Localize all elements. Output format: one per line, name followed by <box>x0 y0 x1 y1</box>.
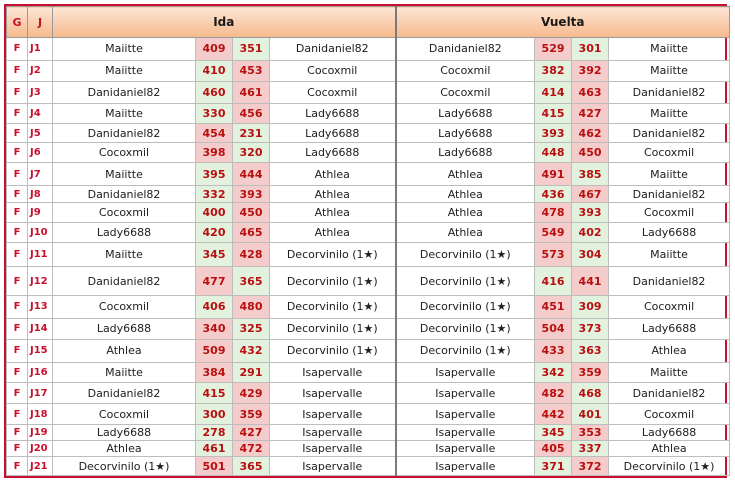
table-row <box>7 38 730 61</box>
vuelta-away-player: Athlea <box>609 340 730 363</box>
vuelta-home-score: 382 <box>535 60 572 82</box>
vuelta-home-score: 415 <box>535 103 572 124</box>
ida-home-score: 384 <box>196 362 233 383</box>
vuelta-away-score: 467 <box>572 186 609 203</box>
table-row <box>7 163 730 186</box>
vuelta-away-player: Athlea <box>609 440 730 456</box>
round-cell: J4 <box>28 103 53 124</box>
table-row <box>7 362 730 383</box>
ida-away-player: Decorvinilo (1★) <box>270 242 396 267</box>
vuelta-home-score: 436 <box>535 186 572 203</box>
vuelta-away-score: 401 <box>572 403 609 425</box>
group-cell: F <box>7 362 28 383</box>
round-cell: J5 <box>28 124 53 143</box>
table-row <box>7 425 730 440</box>
vuelta-away-score: 359 <box>572 362 609 383</box>
group-cell: F <box>7 318 28 340</box>
ida-away-score: 472 <box>233 440 270 456</box>
vuelta-away-score: 372 <box>572 457 609 476</box>
ida-home-score: 398 <box>196 142 233 163</box>
vuelta-home-player: Isapervalle <box>396 403 535 425</box>
table-body <box>7 38 730 476</box>
round-cell: J8 <box>28 186 53 203</box>
ida-home-score: 330 <box>196 103 233 124</box>
vuelta-away-player: Danidaniel82 <box>609 124 730 143</box>
ida-home-player: Maiitte <box>53 163 196 186</box>
ida-home-player: Maiitte <box>53 362 196 383</box>
column-header-vuelta: Vuelta <box>396 7 730 38</box>
ida-away-score: 428 <box>233 242 270 267</box>
column-header-g: G <box>7 7 28 38</box>
ida-home-player: Cocoxmil <box>53 203 196 223</box>
group-cell: F <box>7 425 28 440</box>
vuelta-away-player: Lady6688 <box>609 425 730 440</box>
round-cell: J21 <box>28 457 53 476</box>
vuelta-away-player: Maiitte <box>609 60 730 82</box>
vuelta-home-player: Decorvinilo (1★) <box>396 295 535 318</box>
ida-home-score: 454 <box>196 124 233 143</box>
ida-home-player: Maiitte <box>53 242 196 267</box>
vuelta-away-score: 402 <box>572 223 609 243</box>
ida-home-player: Danidaniel82 <box>53 82 196 104</box>
ida-away-player: Isapervalle <box>270 403 396 425</box>
vuelta-away-score: 337 <box>572 440 609 456</box>
vuelta-home-score: 451 <box>535 295 572 318</box>
vuelta-home-score: 529 <box>535 38 572 61</box>
vuelta-away-score: 450 <box>572 142 609 163</box>
vuelta-home-player: Lady6688 <box>396 124 535 143</box>
vuelta-home-player: Athlea <box>396 163 535 186</box>
vuelta-home-score: 342 <box>535 362 572 383</box>
group-cell: F <box>7 38 28 61</box>
ida-home-score: 400 <box>196 203 233 223</box>
vuelta-home-score: 416 <box>535 267 572 296</box>
group-cell: F <box>7 383 28 404</box>
table-row <box>7 440 730 456</box>
group-cell: F <box>7 60 28 82</box>
ida-away-player: Athlea <box>270 223 396 243</box>
group-cell: F <box>7 340 28 363</box>
ida-home-player: Maiitte <box>53 60 196 82</box>
round-cell: J10 <box>28 223 53 243</box>
table-row <box>7 142 730 163</box>
ida-away-score: 231 <box>233 124 270 143</box>
ida-home-player: Maiitte <box>53 38 196 61</box>
group-cell: F <box>7 403 28 425</box>
vuelta-away-score: 468 <box>572 383 609 404</box>
table-row <box>7 242 730 267</box>
vuelta-away-score: 304 <box>572 242 609 267</box>
table-row <box>7 403 730 425</box>
vuelta-away-player: Cocoxmil <box>609 142 730 163</box>
vuelta-home-score: 442 <box>535 403 572 425</box>
vuelta-away-player: Cocoxmil <box>609 295 730 318</box>
round-cell: J7 <box>28 163 53 186</box>
ida-away-score: 453 <box>233 60 270 82</box>
round-cell: J17 <box>28 383 53 404</box>
ida-away-player: Decorvinilo (1★) <box>270 295 396 318</box>
ida-away-score: 444 <box>233 163 270 186</box>
ida-away-score: 320 <box>233 142 270 163</box>
vuelta-away-score: 462 <box>572 124 609 143</box>
ida-away-player: Decorvinilo (1★) <box>270 267 396 296</box>
ida-away-score: 393 <box>233 186 270 203</box>
round-cell: J9 <box>28 203 53 223</box>
vuelta-home-player: Athlea <box>396 203 535 223</box>
vuelta-away-score: 385 <box>572 163 609 186</box>
vuelta-away-player: Maiitte <box>609 362 730 383</box>
vuelta-home-player: Lady6688 <box>396 103 535 124</box>
table-row <box>7 295 730 318</box>
ida-away-player: Decorvinilo (1★) <box>270 318 396 340</box>
vuelta-home-player: Decorvinilo (1★) <box>396 242 535 267</box>
vuelta-home-score: 414 <box>535 82 572 104</box>
ida-home-player: Cocoxmil <box>53 403 196 425</box>
round-cell: J2 <box>28 60 53 82</box>
group-cell: F <box>7 295 28 318</box>
ida-home-player: Athlea <box>53 340 196 363</box>
vuelta-away-score: 392 <box>572 60 609 82</box>
vuelta-home-score: 573 <box>535 242 572 267</box>
ida-away-score: 291 <box>233 362 270 383</box>
results-table-frame <box>4 4 727 478</box>
vuelta-home-score: 371 <box>535 457 572 476</box>
ida-away-score: 456 <box>233 103 270 124</box>
vuelta-home-player: Lady6688 <box>396 142 535 163</box>
ida-away-player: Isapervalle <box>270 425 396 440</box>
table-row <box>7 223 730 243</box>
vuelta-away-player: Maiitte <box>609 242 730 267</box>
group-cell: F <box>7 457 28 476</box>
table-row <box>7 60 730 82</box>
ida-home-score: 461 <box>196 440 233 456</box>
vuelta-home-player: Cocoxmil <box>396 60 535 82</box>
group-cell: F <box>7 223 28 243</box>
ida-away-score: 480 <box>233 295 270 318</box>
ida-home-score: 300 <box>196 403 233 425</box>
ida-away-player: Athlea <box>270 203 396 223</box>
table-row <box>7 340 730 363</box>
ida-away-player: Cocoxmil <box>270 60 396 82</box>
vuelta-home-score: 491 <box>535 163 572 186</box>
ida-home-player: Athlea <box>53 440 196 456</box>
round-cell: J3 <box>28 82 53 104</box>
round-cell: J12 <box>28 267 53 296</box>
vuelta-home-score: 549 <box>535 223 572 243</box>
vuelta-home-player: Isapervalle <box>396 383 535 404</box>
round-cell: J13 <box>28 295 53 318</box>
ida-away-score: 365 <box>233 457 270 476</box>
vuelta-home-player: Cocoxmil <box>396 82 535 104</box>
table-row <box>7 82 730 104</box>
vuelta-home-player: Danidaniel82 <box>396 38 535 61</box>
ida-home-score: 420 <box>196 223 233 243</box>
vuelta-home-score: 433 <box>535 340 572 363</box>
group-cell: F <box>7 267 28 296</box>
vuelta-home-player: Isapervalle <box>396 457 535 476</box>
vuelta-away-score: 353 <box>572 425 609 440</box>
vuelta-away-score: 441 <box>572 267 609 296</box>
vuelta-away-player: Lady6688 <box>609 223 730 243</box>
table-row <box>7 383 730 404</box>
table-row <box>7 124 730 143</box>
ida-home-score: 409 <box>196 38 233 61</box>
vuelta-home-score: 345 <box>535 425 572 440</box>
ida-away-score: 429 <box>233 383 270 404</box>
ida-away-player: Danidaniel82 <box>270 38 396 61</box>
vuelta-away-score: 373 <box>572 318 609 340</box>
group-cell: F <box>7 242 28 267</box>
table-row <box>7 186 730 203</box>
round-cell: J18 <box>28 403 53 425</box>
ida-home-score: 340 <box>196 318 233 340</box>
ida-away-score: 450 <box>233 203 270 223</box>
ida-away-player: Isapervalle <box>270 440 396 456</box>
vuelta-away-score: 309 <box>572 295 609 318</box>
ida-away-score: 461 <box>233 82 270 104</box>
ida-away-player: Athlea <box>270 186 396 203</box>
ida-home-score: 332 <box>196 186 233 203</box>
column-header-j: J <box>28 7 53 38</box>
vuelta-home-player: Decorvinilo (1★) <box>396 318 535 340</box>
vuelta-home-player: Decorvinilo (1★) <box>396 267 535 296</box>
group-cell: F <box>7 440 28 456</box>
vuelta-home-score: 448 <box>535 142 572 163</box>
vuelta-home-player: Decorvinilo (1★) <box>396 340 535 363</box>
ida-home-score: 410 <box>196 60 233 82</box>
ida-away-player: Lady6688 <box>270 124 396 143</box>
vuelta-away-player: Danidaniel82 <box>609 82 730 104</box>
vuelta-home-player: Isapervalle <box>396 362 535 383</box>
ida-home-player: Decorvinilo (1★) <box>53 457 196 476</box>
vuelta-home-player: Isapervalle <box>396 440 535 456</box>
vuelta-home-score: 393 <box>535 124 572 143</box>
vuelta-home-player: Athlea <box>396 223 535 243</box>
ida-away-score: 325 <box>233 318 270 340</box>
round-cell: J6 <box>28 142 53 163</box>
vuelta-away-player: Danidaniel82 <box>609 383 730 404</box>
ida-home-player: Danidaniel82 <box>53 186 196 203</box>
vuelta-home-score: 504 <box>535 318 572 340</box>
ida-home-score: 278 <box>196 425 233 440</box>
ida-away-player: Cocoxmil <box>270 82 396 104</box>
group-cell: F <box>7 203 28 223</box>
table-row <box>7 318 730 340</box>
ida-home-score: 415 <box>196 383 233 404</box>
vuelta-away-player: Cocoxmil <box>609 403 730 425</box>
ida-away-score: 432 <box>233 340 270 363</box>
ida-home-player: Lady6688 <box>53 318 196 340</box>
ida-home-player: Maiitte <box>53 103 196 124</box>
ida-home-score: 477 <box>196 267 233 296</box>
ida-away-player: Decorvinilo (1★) <box>270 340 396 363</box>
ida-away-player: Isapervalle <box>270 383 396 404</box>
vuelta-away-score: 427 <box>572 103 609 124</box>
round-cell: J20 <box>28 440 53 456</box>
table-row <box>7 267 730 296</box>
ida-home-player: Cocoxmil <box>53 295 196 318</box>
column-header-ida: Ida <box>53 7 396 38</box>
group-cell: F <box>7 103 28 124</box>
ida-away-score: 365 <box>233 267 270 296</box>
vuelta-home-score: 478 <box>535 203 572 223</box>
group-cell: F <box>7 124 28 143</box>
vuelta-away-player: Danidaniel82 <box>609 267 730 296</box>
ida-home-player: Cocoxmil <box>53 142 196 163</box>
ida-away-player: Lady6688 <box>270 142 396 163</box>
ida-home-player: Danidaniel82 <box>53 124 196 143</box>
ida-home-score: 345 <box>196 242 233 267</box>
ida-away-player: Athlea <box>270 163 396 186</box>
ida-home-score: 395 <box>196 163 233 186</box>
ida-away-player: Isapervalle <box>270 362 396 383</box>
vuelta-home-score: 405 <box>535 440 572 456</box>
vuelta-away-score: 301 <box>572 38 609 61</box>
vuelta-home-player: Athlea <box>396 186 535 203</box>
vuelta-away-player: Maiitte <box>609 38 730 61</box>
header-row <box>7 7 730 38</box>
ida-away-score: 427 <box>233 425 270 440</box>
ida-away-player: Isapervalle <box>270 457 396 476</box>
vuelta-away-score: 393 <box>572 203 609 223</box>
vuelta-away-player: Decorvinilo (1★) <box>609 457 730 476</box>
ida-home-score: 509 <box>196 340 233 363</box>
vuelta-home-player: Isapervalle <box>396 425 535 440</box>
round-cell: J14 <box>28 318 53 340</box>
ida-away-player: Lady6688 <box>270 103 396 124</box>
vuelta-away-player: Danidaniel82 <box>609 186 730 203</box>
ida-home-player: Danidaniel82 <box>53 267 196 296</box>
group-cell: F <box>7 163 28 186</box>
table-row <box>7 457 730 476</box>
vuelta-away-player: Maiitte <box>609 163 730 186</box>
vuelta-away-score: 363 <box>572 340 609 363</box>
round-cell: J15 <box>28 340 53 363</box>
round-cell: J19 <box>28 425 53 440</box>
round-cell: J11 <box>28 242 53 267</box>
ida-home-score: 460 <box>196 82 233 104</box>
group-cell: F <box>7 82 28 104</box>
group-cell: F <box>7 142 28 163</box>
ida-away-score: 359 <box>233 403 270 425</box>
ida-away-score: 465 <box>233 223 270 243</box>
round-cell: J1 <box>28 38 53 61</box>
vuelta-away-score: 463 <box>572 82 609 104</box>
table-row <box>7 103 730 124</box>
vuelta-away-player: Maiitte <box>609 103 730 124</box>
ida-home-player: Lady6688 <box>53 425 196 440</box>
vuelta-away-player: Lady6688 <box>609 318 730 340</box>
ida-away-score: 351 <box>233 38 270 61</box>
results-table <box>6 6 730 476</box>
vuelta-away-player: Cocoxmil <box>609 203 730 223</box>
ida-home-player: Lady6688 <box>53 223 196 243</box>
group-cell: F <box>7 186 28 203</box>
vuelta-home-score: 482 <box>535 383 572 404</box>
ida-home-score: 501 <box>196 457 233 476</box>
ida-home-score: 406 <box>196 295 233 318</box>
table-row <box>7 203 730 223</box>
ida-home-player: Danidaniel82 <box>53 383 196 404</box>
round-cell: J16 <box>28 362 53 383</box>
